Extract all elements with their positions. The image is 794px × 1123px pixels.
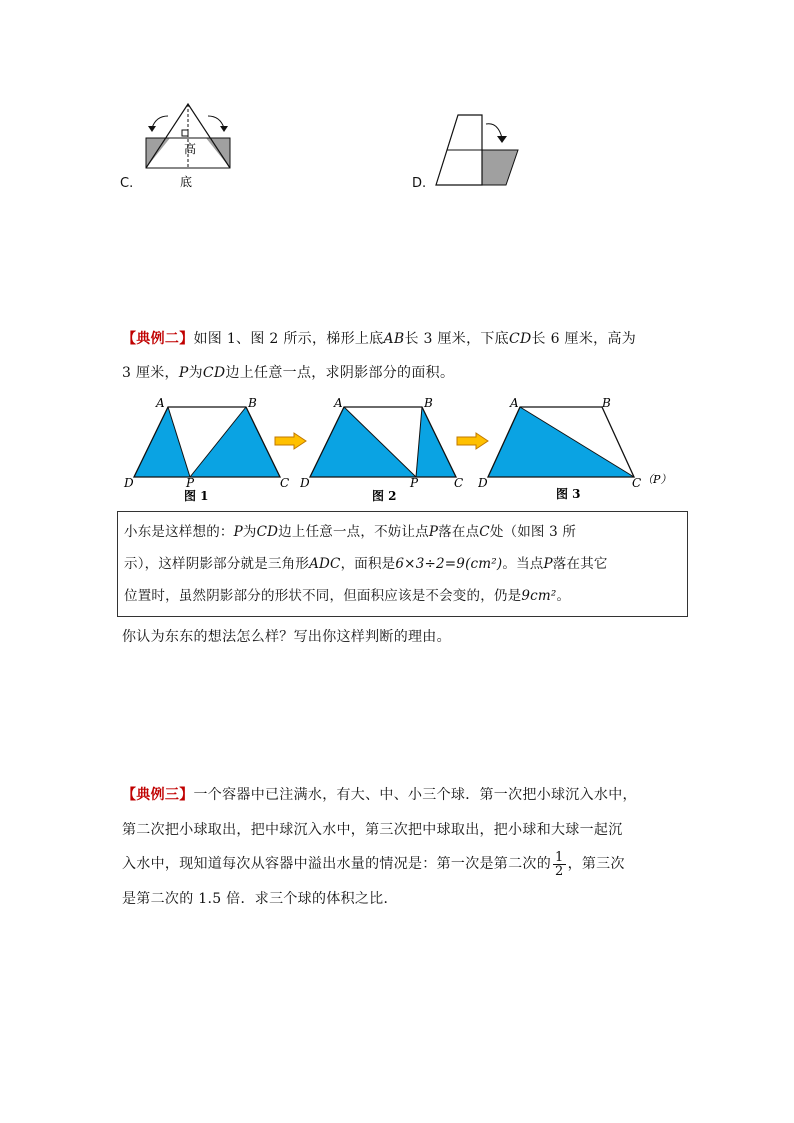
label-d: D [478,476,488,490]
example2-tag: 【典例二】 [122,331,194,347]
height-label: 高 [184,142,197,156]
example3-text [122,778,682,916]
label-d: D [124,476,134,490]
option-d-figure [434,112,534,190]
label-d: D [300,476,310,490]
label-p: P [186,476,195,490]
label-c: C [454,476,464,490]
example2-text [122,322,682,390]
box-line2: 示），这样阴影部分就是三角形ADC，面积是6×3÷2=9(cm²)。当点P落在其它 [124,556,608,572]
label-c: C [632,476,642,490]
example2-line2: 3 厘米，P为CD边上任意一点，求阴影部分的面积。 [122,365,455,381]
figure-1-caption: 图 1 [184,489,209,503]
example3-line1: 【典例三】一个容器中已注满水，有大、中、小三个球．第一次把小球沉入水中， [122,787,637,803]
figure-3-caption: 图 3 [556,487,581,501]
example3-line2: 第二次把小球取出，把中球沉入水中，第三次把中球取出，把小球和大球一起沉 [122,821,623,838]
figure-2 [300,395,470,505]
fraction-one-half: $\frac{1}{2}$ [555,849,564,879]
option-c-label: C. [120,176,134,191]
box-line3: 位置时，虽然阴影部分的形状不同，但面积应该是不会变的，仍是9cm²。 [124,588,571,604]
label-b: B [602,396,611,410]
base-label: 底 [180,175,193,189]
shaded-quad [482,150,518,185]
shaded-triangle-adc [488,407,634,477]
right-arrow-head-icon [220,126,228,132]
example3-line3: 入水中，现知道每次从容器中溢出水量的情况是：第一次是第二次的 $\frac{1}{2}$ ，第三次 [122,849,625,879]
example2-question: 你认为东东的想法怎么样？写出你这样判断的理由。 [122,629,451,645]
arrow-head-icon [497,136,507,143]
shaded-triangle-left [134,407,190,477]
box-line1: 小东是这样想的：P为CD边上任意一点，不妨让点P落在点C处（如图 3 所 [124,524,577,540]
option-c-figure [140,98,240,194]
example3-tag: 【典例三】 [122,787,194,803]
shaded-triangle-right [416,407,456,477]
shaded-triangle-right [190,407,280,477]
label-b: B [424,396,433,410]
option-d-label: D. [412,176,427,191]
label-c: C [280,476,290,490]
label-p-paren: （P） [642,473,672,486]
example2-line1: 【典例二】如图 1、图 2 所示，梯形上底AB长 3 厘米，下底CD长 6 厘米，高为 [122,331,637,347]
label-a: A [156,396,165,410]
example3-line4: 是第二次的 1.5 倍．求三个球的体积之比． [122,890,398,907]
figure-1 [122,395,292,505]
area-formula: 6×3÷2=9(cm²) [395,556,503,572]
rotate-arrow-icon [486,124,502,138]
label-a: A [334,396,343,410]
figure-3 [478,395,688,505]
figure-2-caption: 图 2 [372,489,397,503]
label-p: P [410,476,419,490]
right-angle-mark [182,130,188,136]
xiaodong-idea-box [117,511,688,617]
label-b: B [248,396,257,410]
left-arrow-head-icon [148,126,156,132]
shaded-triangle-left [310,407,416,477]
label-a: A [510,396,519,410]
